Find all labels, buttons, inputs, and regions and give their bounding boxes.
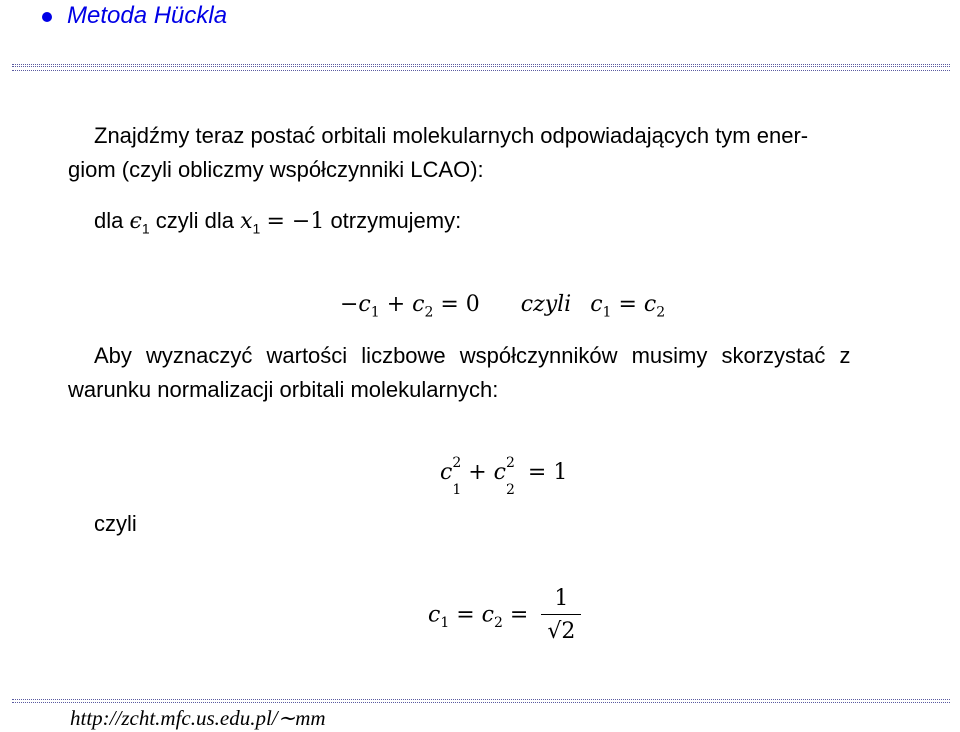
subscript: 1 <box>440 614 450 631</box>
equals-minus-one: = −1 <box>266 209 325 234</box>
subscript: 1 <box>370 304 380 321</box>
eq3-c: c <box>428 602 441 628</box>
fraction <box>541 584 581 647</box>
eq1-rhs: = 0 <box>440 292 480 317</box>
footer-rule <box>12 702 950 703</box>
x-symbol: x <box>240 209 253 234</box>
subscript: 2 <box>506 482 515 499</box>
eq1-eq-c: = c <box>618 292 657 317</box>
subscript: 2 <box>424 304 434 321</box>
eq2-c: c <box>440 460 453 485</box>
text-otrzymujemy: otrzymujemy: <box>330 208 462 233</box>
equation-1 <box>340 290 665 327</box>
subscript: 1 <box>602 304 612 321</box>
eq3-eq: = <box>509 602 529 628</box>
czyli-label: czyli <box>94 511 137 536</box>
subscript: 2 <box>494 614 503 631</box>
fraction-numerator: 1 <box>554 586 569 611</box>
footer-rule <box>12 699 950 700</box>
footer-url: http://zcht.mfc.us.edu.pl/∼mm <box>70 706 326 730</box>
condition-line <box>94 206 461 243</box>
slide-title: Metoda Hückla <box>67 2 228 29</box>
equation-3 <box>428 584 581 647</box>
subscript: 2 <box>656 304 666 321</box>
superscript: 2 <box>452 455 462 471</box>
bullet-icon <box>42 12 52 22</box>
eq1-lhs: −c <box>340 292 371 317</box>
eq2-rhs: = 1 <box>527 460 568 485</box>
header-rule <box>12 70 950 71</box>
equation-2 <box>440 455 568 499</box>
eq1-czyli: czyli <box>520 292 572 317</box>
subscript: 1 <box>452 482 462 499</box>
superscript: 2 <box>506 455 515 471</box>
fraction-denominator: √2 <box>541 614 581 647</box>
paragraph-line: warunku normalizacji orbitali molekularnych: <box>68 377 499 402</box>
text-dla: dla <box>94 208 124 233</box>
epsilon-symbol: ϵ <box>129 209 142 234</box>
eq1-c: c <box>590 292 603 317</box>
header-rule <box>12 66 950 67</box>
paragraph-line: giom (czyli obliczmy współczynniki LCAO): <box>68 157 484 182</box>
eq1-plus-c: + c <box>386 292 425 317</box>
header-rule <box>12 64 950 65</box>
text-czyli-dla: czyli dla <box>155 208 234 233</box>
eq2-plus-c: + c <box>468 460 506 485</box>
eq3-eq-c: = c <box>456 602 494 628</box>
paragraph-line: Aby wyznaczyć wartości liczbowe współczynników musimy skorzystać z <box>94 343 851 368</box>
paragraph-line: Znajdźmy teraz postać orbitali molekularnych odpowiadających tym ener- <box>94 123 809 148</box>
subscript: 1 <box>252 220 261 237</box>
subscript: 1 <box>141 220 150 237</box>
